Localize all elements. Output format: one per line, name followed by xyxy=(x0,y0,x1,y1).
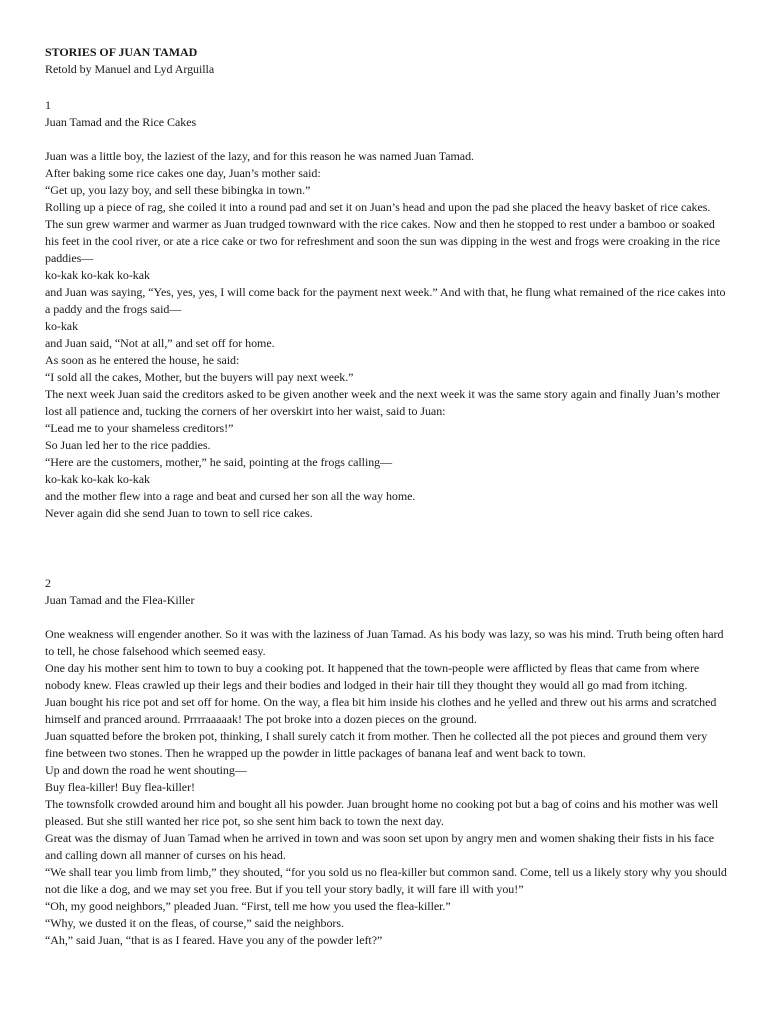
paragraph: As soon as he entered the house, he said: xyxy=(45,353,240,367)
paragraph: “Get up, you lazy boy, and sell these bibingka in town.” xyxy=(45,183,311,197)
paragraph: ko-kak ko-kak ko-kak xyxy=(45,472,150,486)
paragraph: Buy flea-killer! Buy flea-killer! xyxy=(45,780,195,794)
paragraph: Juan squatted before the broken pot, thinking, I shall surely catch it from mother. Then he collected all the pot pieces and ground them very fine between two stones. Then he wrapped up the powder in little packages of banana leaf and went back to town. xyxy=(45,729,708,760)
paragraph: Rolling up a piece of rag, she coiled it into a round pad and set it on Juan’s head and upon the pad she placed the heavy basket of rice cakes. xyxy=(45,200,711,214)
paragraph: ko-kak xyxy=(45,319,79,333)
document-header xyxy=(45,44,728,78)
paragraph: The townsfolk crowded around him and bought all his powder. Juan brought home no cooking pot but a bag of coins and his mother was well pleased. But she still wanted her rice pot, so she sent him back to town the next day. xyxy=(45,797,719,828)
story-number: 1 xyxy=(45,98,51,112)
paragraph: One weakness will engender another. So it was with the laziness of Juan Tamad. As his body was lazy, so was his mind. Truth being often hard to tell, he chose falsehood which seemed easy. xyxy=(45,627,724,658)
paragraph: One day his mother sent him to town to buy a cooking pot. It happened that the town-people were afflicted by fleas that came from where nobody knew. Fleas crawled up their legs and their bodies and lodged in their hair till they thought they would all go mad from itching. xyxy=(45,661,700,692)
paragraph: Never again did she send Juan to town to sell rice cakes. xyxy=(45,506,313,520)
document-title: STORIES OF JUAN TAMAD xyxy=(45,45,198,59)
paragraph: The sun grew warmer and warmer as Juan trudged townward with the rice cakes. Now and then he stopped to rest under a bamboo or soaked his feet in the cool river, or ate a rice cake or two for refreshment and soon the sun was dipping in the west and frogs were croaking in the rice paddies— xyxy=(45,217,720,265)
paragraph: “Why, we dusted it on the fleas, of course,” said the neighbors. xyxy=(45,916,344,930)
paragraph: ko-kak ko-kak ko-kak xyxy=(45,268,150,282)
paragraph: “Lead me to your shameless creditors!” xyxy=(45,421,234,435)
paragraph: “I sold all the cakes, Mother, but the buyers will pay next week.” xyxy=(45,370,354,384)
story-number: 2 xyxy=(45,576,51,590)
story-2-heading xyxy=(45,575,728,609)
paragraph: “Ah,” said Juan, “that is as I feared. Have you any of the powder left?” xyxy=(45,933,383,947)
story-1-heading xyxy=(45,97,728,131)
paragraph: Juan bought his rice pot and set off for home. On the way, a flea bit him inside his clothes and he yelled and threw out his arms and scratched himself and pranced around. Prrrraaaaak! The pot broke into a dozen pieces on the ground. xyxy=(45,695,717,726)
document-byline: Retold by Manuel and Lyd Arguilla xyxy=(45,62,215,76)
paragraph: and the mother flew into a rage and beat and cursed her son all the way home. xyxy=(45,489,416,503)
paragraph: Up and down the road he went shouting— xyxy=(45,763,247,777)
story-2-body xyxy=(45,626,728,949)
paragraph: Great was the dismay of Juan Tamad when he arrived in town and was soon set upon by angry men and women shaking their fists in his face and calling down all manner of curses on his head. xyxy=(45,831,715,862)
paragraph: After baking some rice cakes one day, Juan’s mother said: xyxy=(45,166,321,180)
paragraph: “Oh, my good neighbors,” pleaded Juan. “First, tell me how you used the flea-killer.” xyxy=(45,899,451,913)
paragraph: “We shall tear you limb from limb,” they shouted, “for you sold us no flea-killer but common sand. Come, tell us a likely story why you should not die like a dog, and we may set you free. But if you tell your story badly, it will fare ill with you!” xyxy=(45,865,727,896)
paragraph: and Juan was saying, “Yes, yes, yes, I will come back for the payment next week.” And with that, he flung what remained of the rice cakes into a paddy and the frogs said— xyxy=(45,285,726,316)
story-title: Juan Tamad and the Flea-Killer xyxy=(45,593,195,607)
paragraph: Juan was a little boy, the laziest of the lazy, and for this reason he was named Juan Tamad. xyxy=(45,149,474,163)
story-1-body xyxy=(45,148,728,522)
story-title: Juan Tamad and the Rice Cakes xyxy=(45,115,197,129)
paragraph: So Juan led her to the rice paddies. xyxy=(45,438,211,452)
paragraph: “Here are the customers, mother,” he said, pointing at the frogs calling— xyxy=(45,455,393,469)
paragraph: The next week Juan said the creditors asked to be given another week and the next week it was the same story again and finally Juan’s mother lost all patience and, tucking the corners of her overskirt into her waist, said to Juan: xyxy=(45,387,720,418)
paragraph: and Juan said, “Not at all,” and set off for home. xyxy=(45,336,275,350)
